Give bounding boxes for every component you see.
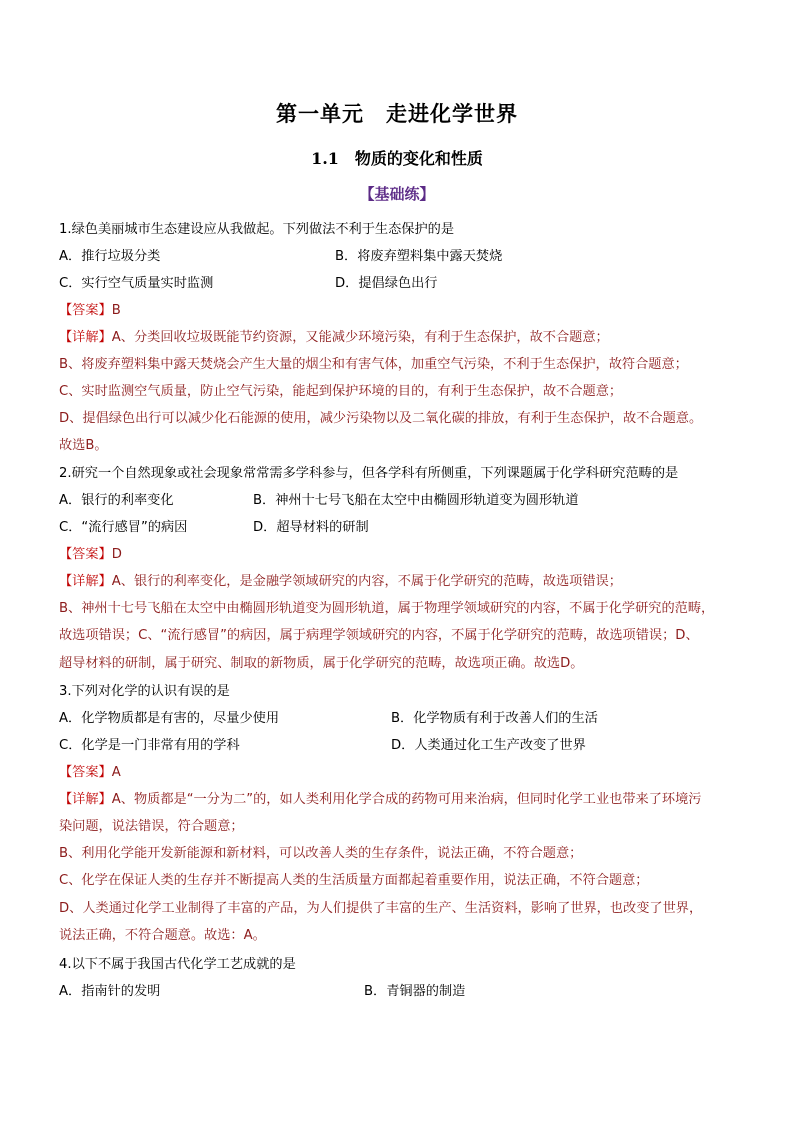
q3-detail-line: 说法正确，不符合题意。故选：A。 <box>59 928 266 943</box>
q1-detail-line: 故选B。 <box>59 438 108 453</box>
q1-option-d: D．提倡绿色出行 <box>335 276 438 291</box>
unit-title <box>0 98 794 128</box>
section-name: 物质的变化和性质 <box>354 149 483 168</box>
question-1-stem: 1.绿色美丽城市生态建设应从我做起。下列做法不利于生态保护的是 <box>59 222 455 237</box>
answer-tag: 【答案】 <box>59 547 112 562</box>
q1-answer <box>59 303 121 319</box>
q1-detail-line: C、实时监测空气质量，防止空气污染，能起到保护环境的目的，有利于生态保护，故不合题意； <box>59 384 623 399</box>
q3-option-b: B．化学物质有利于改善人们的生活 <box>391 711 598 726</box>
section-title <box>0 146 794 169</box>
q4-option-b: B．青铜器的制造 <box>364 984 466 999</box>
q4-option-a: A．指南针的发明 <box>59 984 161 999</box>
q2-option-a: A．银行的利率变化 <box>59 493 174 508</box>
q2-option-b: B．神州十七号飞船在太空中由椭圆形轨道变为圆形轨道 <box>253 493 579 508</box>
q2-option-c: C．“流行感冒”的病因 <box>59 520 188 535</box>
practice-label: 【基础练】 <box>359 185 435 203</box>
q3-detail-line: D、人类通过化学工业制得了丰富的产品，为人们提供了丰富的生产、生活资料，影响了世界，也改变了世界， <box>59 901 703 916</box>
answer-value: A <box>111 765 121 780</box>
q1-option-a: A．推行垃圾分类 <box>59 249 161 264</box>
q2-detail-line <box>59 574 622 590</box>
detail-tag: 【详解】 <box>59 792 112 807</box>
q3-answer <box>59 765 121 781</box>
answer-tag: 【答案】 <box>59 303 112 318</box>
answer-value: B <box>111 303 121 318</box>
q3-option-c: C．化学是一门非常有用的学科 <box>59 738 240 753</box>
detail-text: A、银行的利率变化，是金融学领域研究的内容，不属于化学研究的范畴，故选项错误； <box>111 574 622 589</box>
answer-value: D <box>111 547 122 562</box>
q1-option-b: B．将废弃塑料集中露天焚烧 <box>335 249 503 264</box>
answer-tag: 【答案】 <box>59 765 112 780</box>
q2-detail-line: 超导材料的研制，属于研究、制取的新物质，属于化学研究的范畴，故选项正确。故选D。 <box>59 656 584 671</box>
q1-detail-line: D、提倡绿色出行可以减少化石能源的使用，减少污染物以及二氧化碳的排放，有利于生态保护，故不合题意。 <box>59 411 703 426</box>
question-3-stem: 3.下列对化学的认识有误的是 <box>59 684 230 699</box>
unit-number: 第一单元 <box>276 101 364 126</box>
detail-tag: 【详解】 <box>59 330 112 345</box>
question-4-stem: 4.以下不属于我国古代化学工艺成就的是 <box>59 957 296 972</box>
q2-detail-line: B、神州十七号飞船在太空中由椭圆形轨道变为圆形轨道，属于物理学领域研究的内容，不属于化学研究的范畴， <box>59 601 715 616</box>
detail-text: A、分类回收垃圾既能节约资源，又能减少环境污染，有利于生态保护，故不合题意； <box>111 330 609 345</box>
question-2-stem: 2.研究一个自然现象或社会现象常常需多学科参与，但各学科有所侧重，下列课题属于化学科研究范畴的是 <box>59 466 679 481</box>
q3-detail-line: B、利用化学能开发新能源和新材料，可以改善人类的生存条件，说法正确，不符合题意； <box>59 846 583 861</box>
unit-name: 走进化学世界 <box>386 101 518 126</box>
detail-text: A、物质都是“一分为二”的，如人类利用化学合成的药物可用来治病，但同时化学工业也带来了环境污 <box>111 792 702 807</box>
q3-detail-line <box>59 792 702 808</box>
q3-detail-line: 染问题，说法错误，符合题意； <box>59 819 244 834</box>
q2-detail-line: 故选项错误；C、“流行感冒”的病因，属于病理学领域研究的内容，不属于化学研究的范畴，故选项错误；D、 <box>59 628 699 643</box>
q3-option-a: A．化学物质都是有害的，尽量少使用 <box>59 711 280 726</box>
q1-detail-line: B、将废弃塑料集中露天焚烧会产生大量的烟尘和有害气体，加重空气污染，不利于生态保护，故符合题意； <box>59 357 688 372</box>
q3-option-d: D．人类通过化工生产改变了世界 <box>391 738 586 753</box>
detail-tag: 【详解】 <box>59 574 112 589</box>
q3-detail-line: C、化学在保证人类的生存并不断提高人类的生活质量方面都起着重要作用，说法正确，不符合题意； <box>59 873 649 888</box>
q2-option-d: D．超导材料的研制 <box>253 520 369 535</box>
section-number: 1.1 <box>311 149 339 168</box>
q1-detail-line <box>59 330 609 346</box>
q2-answer <box>59 547 122 563</box>
q1-option-c: C．实行空气质量实时监测 <box>59 276 214 291</box>
